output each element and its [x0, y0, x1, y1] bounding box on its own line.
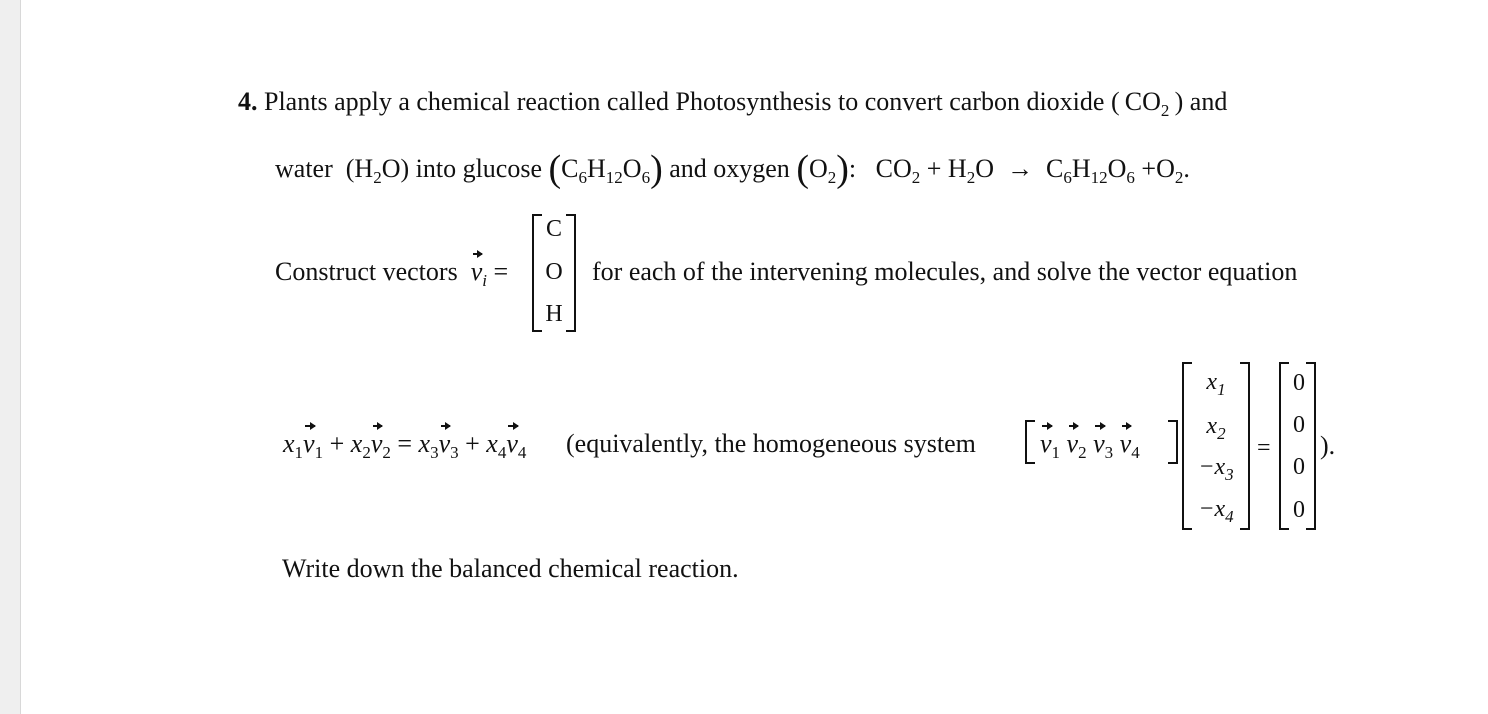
equivalently-text: (equivalently, the homogeneous system — [566, 429, 976, 458]
solution-x1: $x_1$ — [1206, 369, 1226, 399]
equals-sign: = — [1257, 435, 1271, 461]
solution-neg-x3: $-x_3$ — [1198, 454, 1234, 484]
element-o: O — [545, 259, 563, 285]
problem-line-1: 4. Plants apply a chemical reaction called Photosynthesis to convert carbon dioxide ( $CO_2$ ) and — [238, 87, 1228, 120]
into-glucose-text: into glucose — [415, 154, 542, 183]
left-margin-bar — [0, 0, 21, 714]
write-down-instruction: Write down the balanced chemical reaction. — [282, 554, 739, 583]
construct-line: Construct vectors $v_i$ = — [275, 257, 509, 290]
construct-text: Construct vectors — [275, 257, 458, 286]
reaction-equation: $CO_2 + H_2O \to C_6H_{12}O_6 +O_2$. — [875, 154, 1190, 187]
zero-1: 0 — [1293, 370, 1305, 396]
problem-number: 4. — [238, 87, 258, 116]
problem-intro-text: Plants apply a chemical reaction called Photosynthesis to convert carbon dioxide — [264, 87, 1105, 116]
zero-2: 0 — [1293, 412, 1305, 438]
closing-paren: ). — [1320, 431, 1336, 460]
vector-equation: $x_1v_1 + x_2v_2 = x_3v_3 + x_4v_4$ — [283, 429, 527, 462]
solution-x2: $x_2$ — [1206, 413, 1226, 443]
element-h: H — [545, 301, 563, 327]
problem-line-2: water $(H_2O)$ into glucose $(C_6H_{12}O_6)$ and oxygen $(O_2)$: $CO_2 + H_2O \to C_6H_{12}O_6 +O_2$. — [275, 148, 1190, 190]
and-oxygen-text: and oxygen — [669, 154, 790, 183]
element-c: C — [545, 216, 562, 242]
for-each-text: for each of the intervening molecules, and solve the vector equation — [592, 257, 1298, 286]
and-word: and — [1189, 87, 1228, 116]
solution-neg-x4: $-x_4$ — [1198, 496, 1234, 526]
zero-3: 0 — [1293, 454, 1305, 480]
zero-4: 0 — [1293, 497, 1305, 523]
water-text: water — [275, 154, 333, 183]
